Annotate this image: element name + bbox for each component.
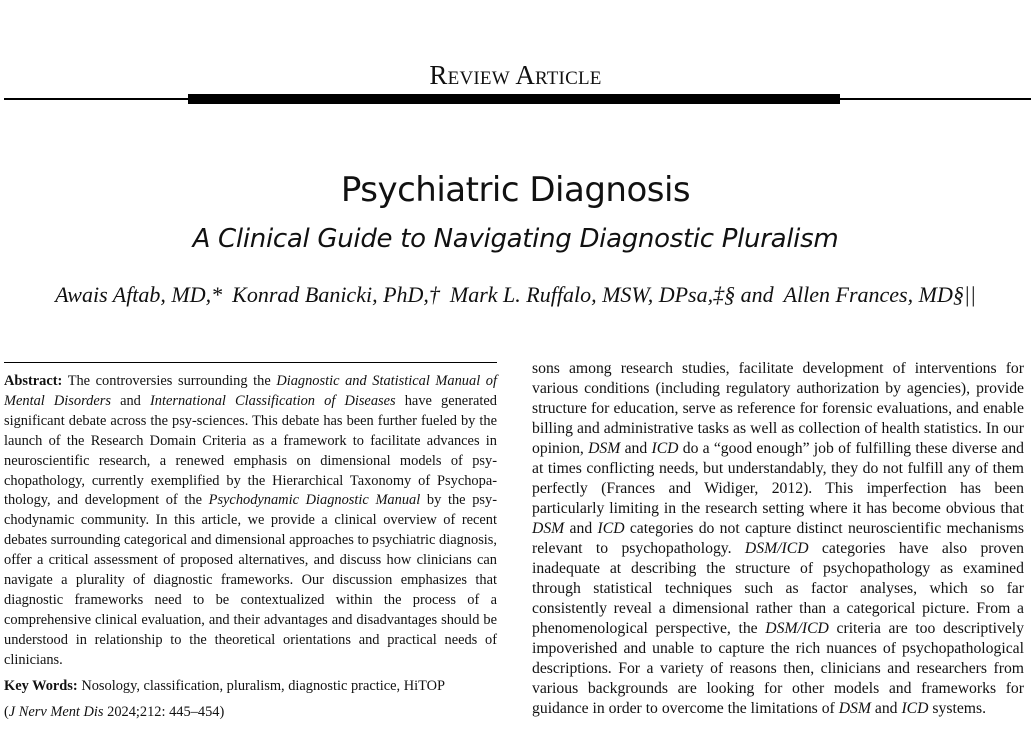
body-paragraph: sons among research studies, facilitate development of interventions for various conditions (including regulatory authorization by agencies), provide structure for education, serve as reference for forensic evaluations, and enable billing and administrative tasks as well as collection of health statistics. In our opinion, DSM and ICD do a “good enough” job of fulfilling these diverse and at times conflicting needs, but understandably, they do not fulfill any of them perfectly (Frances and Widiger, 2012). This imperfection has been particularly limiting in the research setting where it has become obvious that DSM and ICD categories do not capture distinct neuroscientific mechanisms relevant to psychopathology. DSM/ICD categories have also proven inadequate at describing the structure of psychopathology as examined through statistical techniques such as factor analyses, which so far consistently reveal a dimensional rather than a categorical picture. From a phenomenological perspective, the DSM/ICD criteria are too descriptively impoverished and unable to capture the rich nuances of psychopathological descriptions. For a variety of reasons then, clinicians and researchers from various backgrounds are looking for other models and frameworks for guidance in order to overcome the limitations of DSM and ICD systems. [532,360,1025,717]
section-label: REVIEW ARTICLE [429,60,602,90]
abstract-column [4,372,497,722]
keywords: Key Words: Nosology, classification, pluralism, diagnostic practice, HiTOP [4,677,446,694]
keywords-label: Key Words: [4,677,78,694]
author-4: Allen Frances, MD§|| [783,282,976,307]
abstract-label: Abstract: [4,373,63,389]
journal-citation: (J Nerv Ment Dis 2024;212: 445–454) [4,703,225,720]
article-title: Psychiatric Diagnosis [340,170,691,210]
article-subtitle: A Clinical Guide to Navigating Diagnostic Pluralism [192,224,839,254]
abstract-text: Abstract: The controversies surrounding the Diagnostic and Statistical Manual of Mental Disorders and International Classification of Diseases have generated significant debate across the psy-sciences. This debate has been further fueled by the launch of the Research Domain Criteria as a framework to facilitate advances in neuroscientific research, a renewed emphasis on dimensional models of psychopathology, currently exemplified by the Hierarchical Taxonomy of Psychopathology, and development of the Psychodynamic Diagnostic Manual by the psychodynamic community. In this article, we provide a clinical overview of recent debates surrounding categorical and dimensional approaches to psychiatric diagnosis, offer a critical assessment of proposed alternatives, and discuss how clinicians can navigate a plurality of diagnostic frameworks. Our discussion emphasizes that diagnostic frameworks need to be contextualized within the process of a comprehensive clinical evaluation, and their advantages and disadvantages should be understood in relationship to the theoretical orientations and practical needs of clinicians. [4,373,497,668]
abstract-rule [4,362,497,363]
body-column [532,359,1024,719]
author-3: Mark L. Ruffalo, MSW, DPsa,‡§ and [449,282,774,307]
author-list [0,282,1031,308]
author-1: Awais Aftab, MD,* [55,282,223,307]
author-2: Konrad Banicki, PhD,† [232,282,440,307]
header-rule-thick [188,94,840,104]
